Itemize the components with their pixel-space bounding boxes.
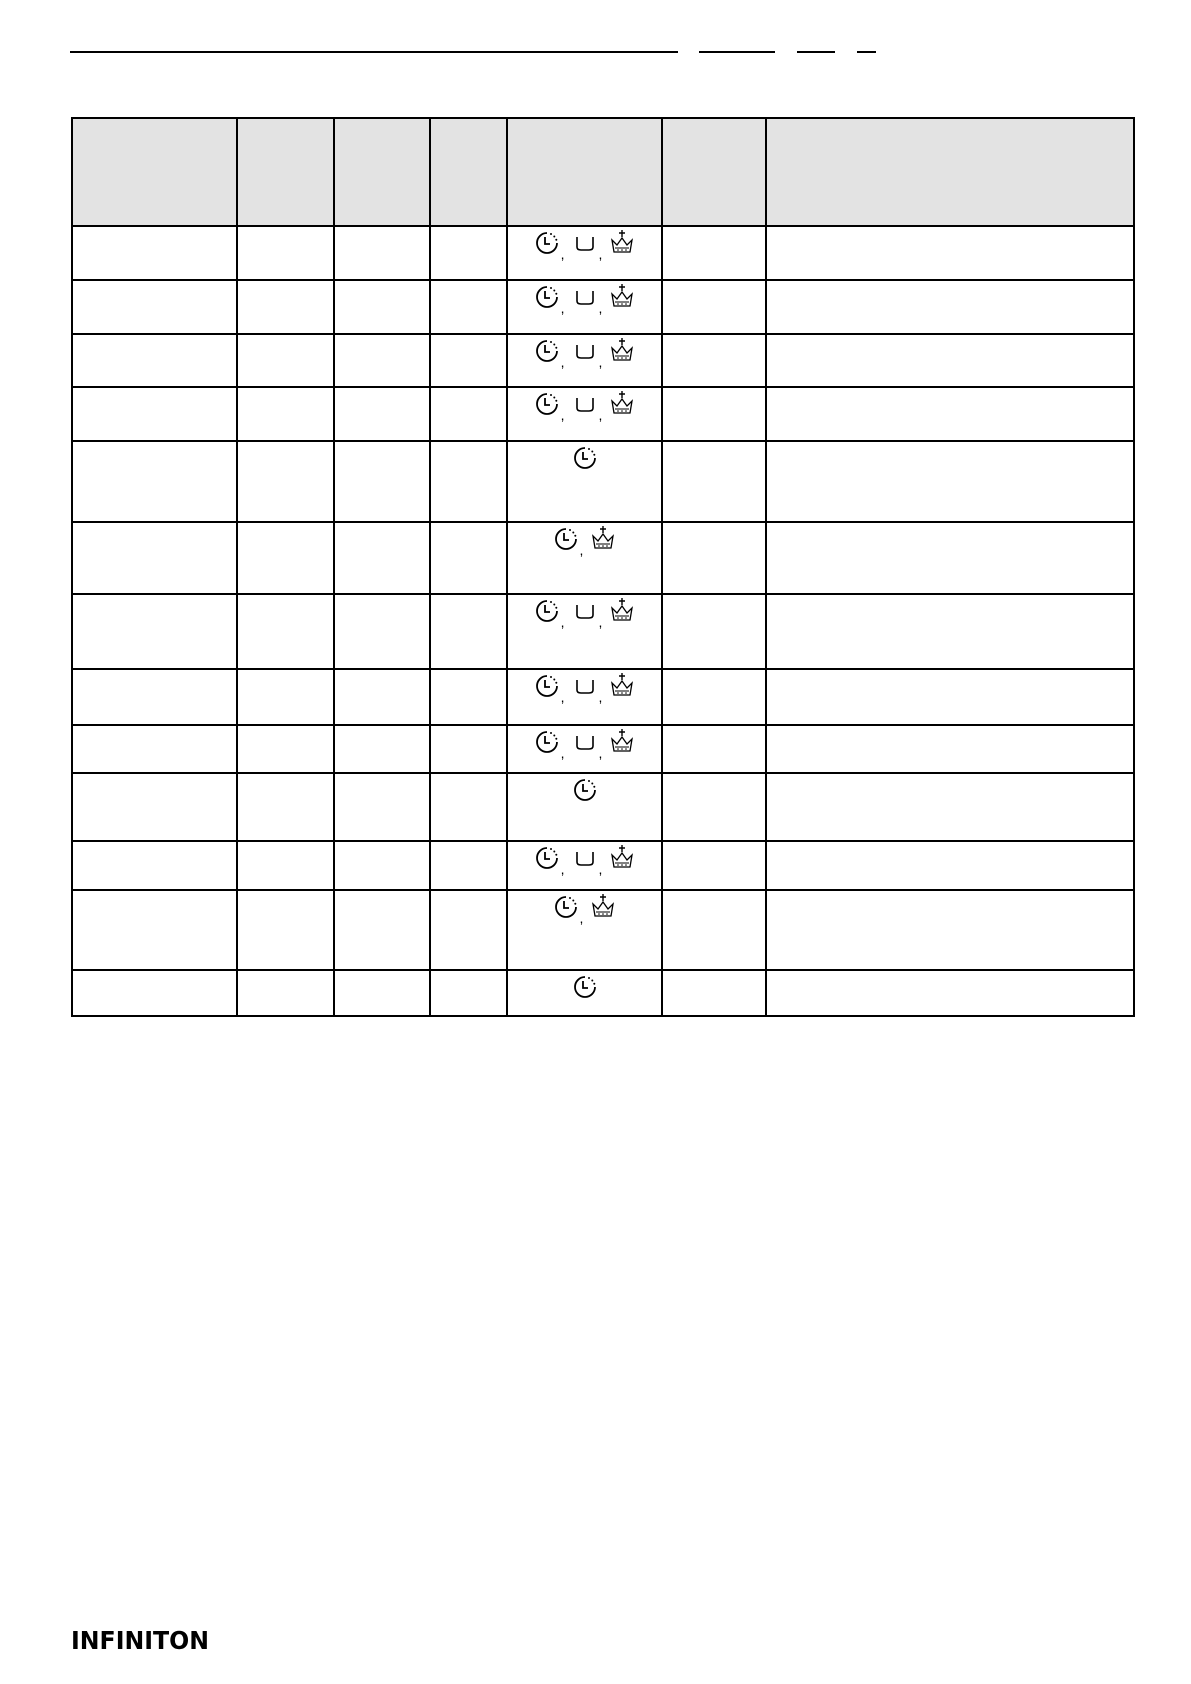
column-header <box>662 118 766 226</box>
table-cell <box>334 387 430 441</box>
icon-separator: , <box>560 745 565 761</box>
function-icons <box>552 893 618 926</box>
table-row <box>72 522 1134 594</box>
table-cell <box>766 280 1134 334</box>
column-header <box>334 118 430 226</box>
table-cell <box>237 669 334 725</box>
table-cell <box>72 594 237 669</box>
table-cell <box>662 441 766 522</box>
crown-icon <box>608 390 636 418</box>
table-cell <box>72 773 237 841</box>
table-cell <box>72 725 237 773</box>
column-header <box>507 118 662 226</box>
table-cell <box>430 522 507 594</box>
table-cell <box>72 441 237 522</box>
table-cell <box>237 387 334 441</box>
clock-icon <box>533 337 561 365</box>
table-cell <box>72 280 237 334</box>
header-rule <box>797 51 835 53</box>
table-cell <box>237 280 334 334</box>
table-cell <box>766 841 1134 890</box>
functions-cell <box>507 387 662 441</box>
function-icons <box>533 390 637 423</box>
table-cell <box>430 890 507 970</box>
icon-separator: , <box>560 407 565 423</box>
table-cell <box>430 669 507 725</box>
table-header-row <box>72 118 1134 226</box>
clock-icon <box>533 229 561 257</box>
table-cell <box>766 970 1134 1016</box>
table-row <box>72 773 1134 841</box>
icon-separator: , <box>560 689 565 705</box>
table-cell <box>766 387 1134 441</box>
header-rule <box>70 51 678 53</box>
functions-cell <box>507 841 662 890</box>
functions-cell <box>507 773 662 841</box>
table-cell <box>430 226 507 280</box>
table-row <box>72 890 1134 970</box>
basin-icon <box>571 229 599 257</box>
table-cell <box>334 725 430 773</box>
function-icons <box>552 525 618 558</box>
icon-separator: , <box>598 407 603 423</box>
table-cell <box>334 669 430 725</box>
table-cell <box>766 594 1134 669</box>
table-cell <box>662 890 766 970</box>
column-header <box>237 118 334 226</box>
table-cell <box>334 890 430 970</box>
table-row <box>72 387 1134 441</box>
table-cell <box>237 334 334 387</box>
clock-icon <box>552 525 580 553</box>
table-cell <box>766 725 1134 773</box>
functions-cell <box>507 280 662 334</box>
function-icons <box>571 973 599 1001</box>
table-cell <box>72 226 237 280</box>
crown-icon <box>608 283 636 311</box>
table-row <box>72 280 1134 334</box>
clock-icon <box>552 893 580 921</box>
table-cell <box>334 280 430 334</box>
table-cell <box>334 334 430 387</box>
column-header <box>430 118 507 226</box>
icon-separator: , <box>560 246 565 262</box>
table-row <box>72 841 1134 890</box>
clock-icon <box>533 728 561 756</box>
table-cell <box>766 441 1134 522</box>
clock-icon <box>533 597 561 625</box>
icon-separator: , <box>560 861 565 877</box>
table-cell <box>430 841 507 890</box>
crown-icon <box>589 893 617 921</box>
function-icons <box>533 229 637 262</box>
table-cell <box>662 669 766 725</box>
table-cell <box>662 387 766 441</box>
basin-icon <box>571 597 599 625</box>
crown-icon <box>608 844 636 872</box>
table-cell <box>430 334 507 387</box>
basin-icon <box>571 337 599 365</box>
table-cell <box>662 226 766 280</box>
column-header <box>766 118 1134 226</box>
icon-separator: , <box>579 542 584 558</box>
function-icons <box>533 337 637 370</box>
table-cell <box>72 669 237 725</box>
functions-cell <box>507 334 662 387</box>
table-cell <box>72 387 237 441</box>
table-cell <box>72 522 237 594</box>
table-cell <box>430 773 507 841</box>
functions-cell <box>507 441 662 522</box>
table-cell <box>334 594 430 669</box>
function-icons <box>533 597 637 630</box>
functions-cell <box>507 226 662 280</box>
table-cell <box>430 594 507 669</box>
table-cell <box>662 334 766 387</box>
crown-icon <box>608 229 636 257</box>
crown-icon <box>608 597 636 625</box>
programme-table <box>71 117 1135 1017</box>
basin-icon <box>571 283 599 311</box>
table-cell <box>334 522 430 594</box>
function-icons <box>533 728 637 761</box>
brand-logo <box>71 1628 211 1652</box>
table-cell <box>662 773 766 841</box>
table-cell <box>237 773 334 841</box>
table-cell <box>430 441 507 522</box>
functions-cell <box>507 522 662 594</box>
function-icons <box>571 444 599 472</box>
table-cell <box>72 334 237 387</box>
table-cell <box>662 841 766 890</box>
table-row <box>72 594 1134 669</box>
icon-separator: , <box>598 861 603 877</box>
icon-separator: , <box>598 614 603 630</box>
header-rule <box>699 51 775 53</box>
functions-cell <box>507 594 662 669</box>
table-cell <box>72 841 237 890</box>
table-cell <box>430 725 507 773</box>
table-cell <box>334 773 430 841</box>
functions-cell <box>507 669 662 725</box>
table-cell <box>237 226 334 280</box>
crown-icon <box>608 672 636 700</box>
icon-separator: , <box>598 354 603 370</box>
table-cell <box>334 841 430 890</box>
function-icons <box>533 283 637 316</box>
icon-separator: , <box>560 614 565 630</box>
icon-separator: , <box>598 689 603 705</box>
table-cell <box>662 970 766 1016</box>
table-cell <box>72 970 237 1016</box>
basin-icon <box>571 728 599 756</box>
table-cell <box>430 970 507 1016</box>
table-cell <box>766 226 1134 280</box>
table-row <box>72 970 1134 1016</box>
table-cell <box>237 890 334 970</box>
header-rule <box>857 51 876 53</box>
table-row <box>72 725 1134 773</box>
table-cell <box>72 890 237 970</box>
column-header <box>72 118 237 226</box>
table-cell <box>334 441 430 522</box>
table-cell <box>766 773 1134 841</box>
basin-icon <box>571 390 599 418</box>
table-cell <box>766 890 1134 970</box>
clock-icon <box>533 283 561 311</box>
table-cell <box>430 280 507 334</box>
infiniton-logo-icon <box>71 1628 211 1652</box>
clock-icon <box>571 776 599 804</box>
svg-text:INFINITON: INFINITON <box>71 1628 209 1652</box>
icon-separator: , <box>598 745 603 761</box>
table-cell <box>766 522 1134 594</box>
crown-icon <box>589 525 617 553</box>
crown-icon <box>608 337 636 365</box>
table-cell <box>237 970 334 1016</box>
functions-cell <box>507 725 662 773</box>
table-row <box>72 334 1134 387</box>
crown-icon <box>608 728 636 756</box>
table-cell <box>237 594 334 669</box>
table-cell <box>766 334 1134 387</box>
table-cell <box>334 226 430 280</box>
icon-separator: , <box>598 300 603 316</box>
functions-cell <box>507 890 662 970</box>
table-row <box>72 226 1134 280</box>
clock-icon <box>533 672 561 700</box>
table-cell <box>662 280 766 334</box>
table-cell <box>662 725 766 773</box>
table-cell <box>237 841 334 890</box>
icon-separator: , <box>598 246 603 262</box>
clock-icon <box>571 444 599 472</box>
basin-icon <box>571 844 599 872</box>
icon-separator: , <box>579 910 584 926</box>
table-cell <box>662 594 766 669</box>
table-cell <box>237 725 334 773</box>
table-cell <box>430 387 507 441</box>
table-row <box>72 669 1134 725</box>
clock-icon <box>533 844 561 872</box>
function-icons <box>533 844 637 877</box>
table-cell <box>334 970 430 1016</box>
icon-separator: , <box>560 300 565 316</box>
table-cell <box>766 669 1134 725</box>
table-cell <box>237 522 334 594</box>
functions-cell <box>507 970 662 1016</box>
table-row <box>72 441 1134 522</box>
table-cell <box>237 441 334 522</box>
clock-icon <box>571 973 599 1001</box>
function-icons <box>571 776 599 804</box>
function-icons <box>533 672 637 705</box>
table-cell <box>662 522 766 594</box>
basin-icon <box>571 672 599 700</box>
icon-separator: , <box>560 354 565 370</box>
clock-icon <box>533 390 561 418</box>
